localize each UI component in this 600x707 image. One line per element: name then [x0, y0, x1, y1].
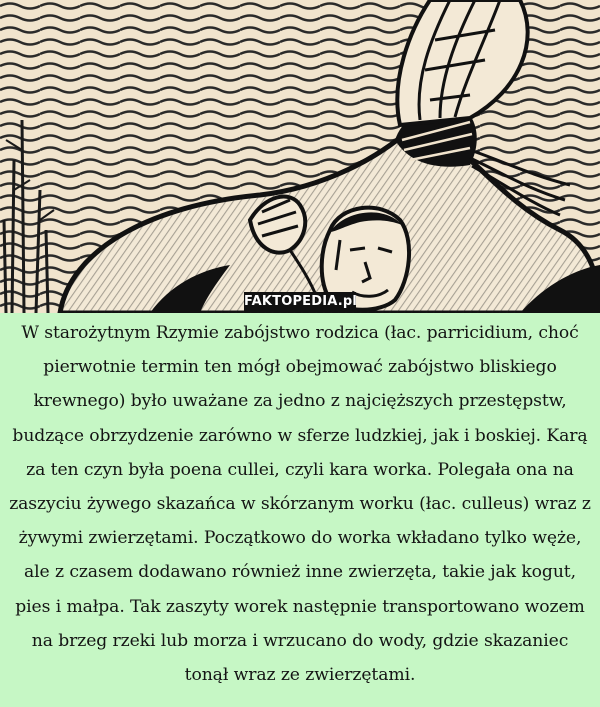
woodcut-illustration [0, 0, 600, 313]
faktopedia-watermark: FAKTOPEDIA.pl [244, 292, 356, 312]
sack-punishment-illustration-icon [0, 0, 600, 313]
fact-caption: W starożytnym Rzymie zabójstwo rodzica (łac. parricidium, choć pierwotnie termin ten mógł obejmować zabójstwo bliskiego krewnego) było uważane za jedno z najcięższych przestępstw, budzące obrzydzenie zarówno w sferze ludzkiej, jak i boskiej. Karą za ten czyn była poena cullei, czyli kara worka. Polegała ona na zaszyciu żywego skazańca w skórzanym worku (łac. culleus) wraz z żywymi zwierzętami. Początkowo do worka wkładano tylko węże, ale z czasem dodawano również inne zwierzęta, takie jak kogut, pies i małpa. Tak zaszyty worek następnie transportowano wozem na brzeg rzeki lub morza i wrzucano do wody, gdzie skazaniec tonął wraz ze zwierzętami. [9, 323, 591, 686]
